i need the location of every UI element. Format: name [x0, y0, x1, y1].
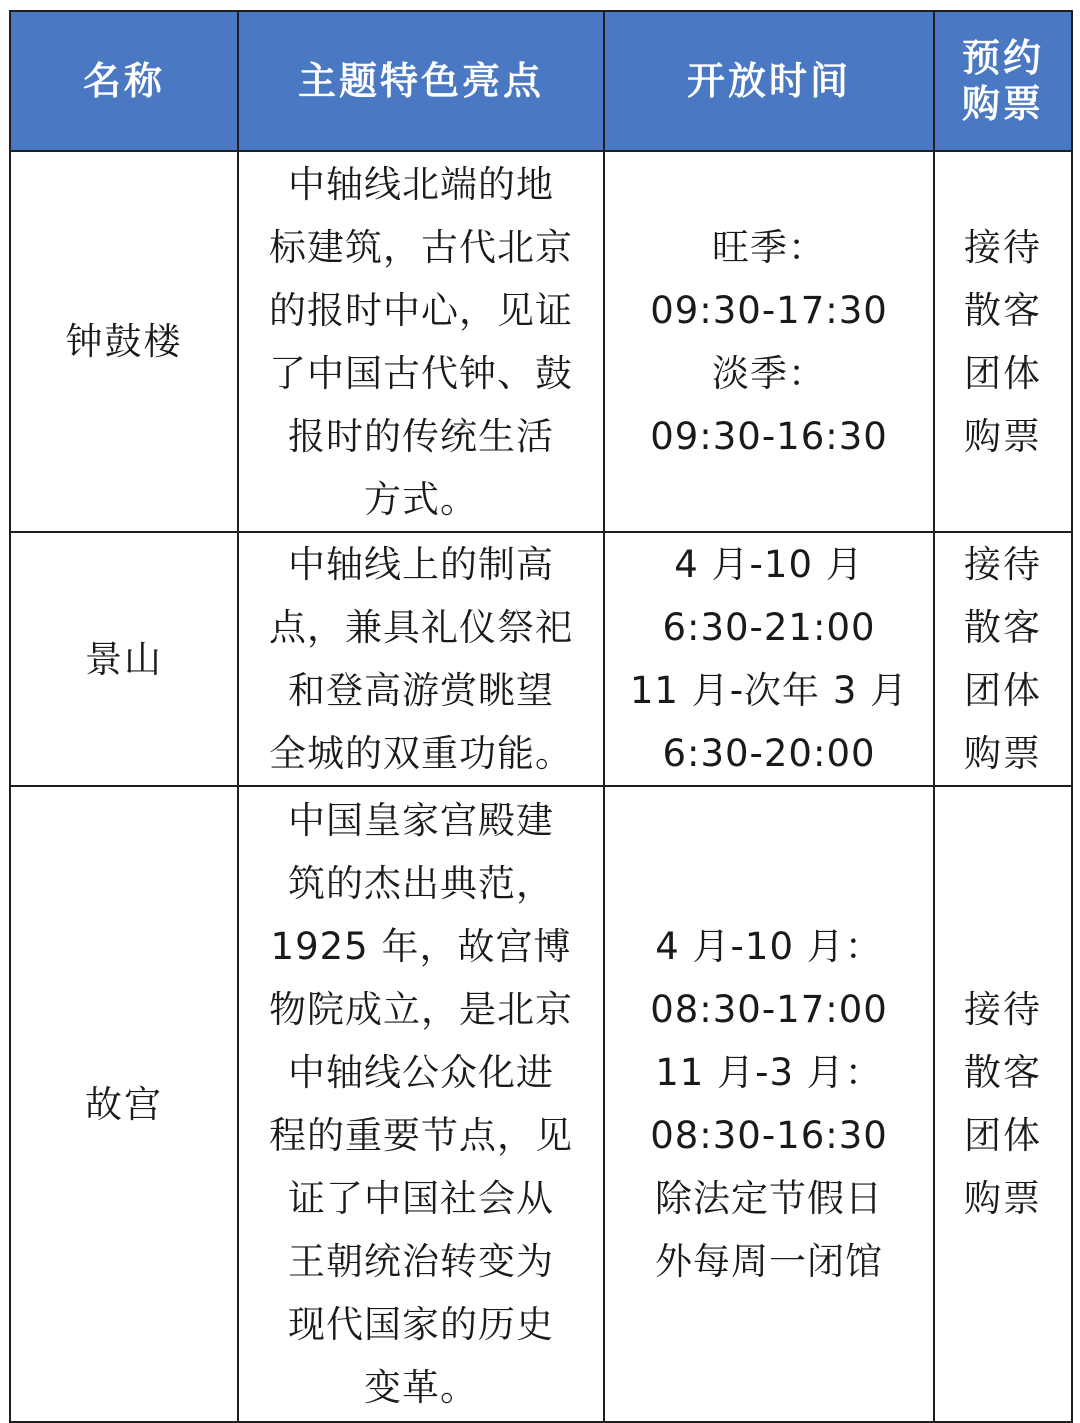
booking-line: 购票: [964, 414, 1042, 458]
feature-line: 报时的传统生活: [288, 414, 554, 458]
hours-line: 6:30-21:00: [662, 606, 876, 649]
feature-line: 了中国古代钟、鼓: [269, 351, 573, 395]
row-feature: [238, 532, 604, 786]
header-name: 名称: [10, 11, 238, 151]
booking-line: 团体: [964, 1114, 1042, 1157]
booking-line: 接待: [964, 225, 1042, 269]
booking-line: 购票: [964, 732, 1042, 775]
header-row: [10, 11, 1072, 151]
feature-line: 中轴线北端的地: [288, 162, 554, 206]
hours-line: 4 月-10 月: [674, 543, 864, 586]
booking-line: 散客: [964, 1051, 1042, 1094]
hours-line: 11 月-次年 3 月: [629, 669, 909, 712]
attractions-table: [9, 10, 1073, 1423]
row-feature: [238, 151, 604, 532]
booking-line: 接待: [964, 543, 1042, 586]
hours-line: 11 月-3 月：: [655, 1051, 883, 1094]
booking-line: 团体: [964, 669, 1042, 712]
feature-line: 中国皇家宫殿建: [288, 799, 554, 842]
feature-line: 中轴线上的制高: [288, 543, 554, 586]
feature-line: 1925 年，故宫博: [270, 925, 572, 968]
feature-line: 方式。: [364, 477, 478, 521]
feature-line: 点，兼具礼仪祭祀: [269, 606, 573, 649]
feature-line: 王朝统治转变为: [288, 1240, 554, 1283]
booking-line: 散客: [964, 606, 1042, 649]
hours-line: 外每周一闭馆: [655, 1240, 883, 1283]
booking-line: 接待: [964, 988, 1042, 1031]
header-booking-line: 购票: [961, 82, 1044, 126]
hours-line: 除法定节假日: [655, 1177, 883, 1220]
hours-line: 6:30-20:00: [662, 732, 876, 775]
feature-line: 筑的杰出典范，: [288, 862, 554, 905]
hours-line: 09:30-16:30: [650, 414, 888, 458]
row-hours: [604, 786, 934, 1422]
row-name: 故宫: [10, 786, 238, 1422]
hours-line: 淡季：: [712, 351, 826, 395]
booking-line: 团体: [964, 351, 1042, 395]
row-name: 景山: [10, 532, 238, 786]
row-feature: [238, 786, 604, 1422]
feature-line: 的报时中心，见证: [269, 288, 573, 332]
feature-line: 程的重要节点，见: [269, 1114, 573, 1157]
feature-line: 变革。: [364, 1366, 478, 1409]
row-booking: [934, 532, 1072, 786]
hours-line: 旺季：: [712, 225, 826, 269]
table-row: [10, 786, 1072, 1422]
hours-line: 08:30-16:30: [650, 1114, 888, 1157]
table-row: [10, 151, 1072, 532]
table-row: [10, 532, 1072, 786]
header-booking-line: 预约: [961, 36, 1044, 80]
row-name: 钟鼓楼: [10, 151, 238, 532]
feature-line: 现代国家的历史: [288, 1303, 554, 1346]
hours-line: 09:30-17:30: [650, 288, 888, 332]
header-feature: 主题特色亮点: [238, 11, 604, 151]
feature-line: 和登高游赏眺望: [288, 669, 554, 712]
row-booking: [934, 151, 1072, 532]
row-hours: [604, 151, 934, 532]
hours-line: 4 月-10 月：: [655, 925, 883, 968]
feature-line: 中轴线公众化进: [288, 1051, 554, 1094]
header-booking: [934, 11, 1072, 151]
row-hours: [604, 532, 934, 786]
feature-line: 全城的双重功能。: [269, 732, 573, 775]
feature-line: 物院成立，是北京: [269, 988, 573, 1031]
booking-line: 购票: [964, 1177, 1042, 1220]
feature-line: 证了中国社会从: [288, 1177, 554, 1220]
hours-line: 08:30-17:00: [650, 988, 888, 1031]
booking-line: 散客: [964, 288, 1042, 332]
row-booking: [934, 786, 1072, 1422]
header-hours: 开放时间: [604, 11, 934, 151]
feature-line: 标建筑，古代北京: [269, 225, 573, 269]
